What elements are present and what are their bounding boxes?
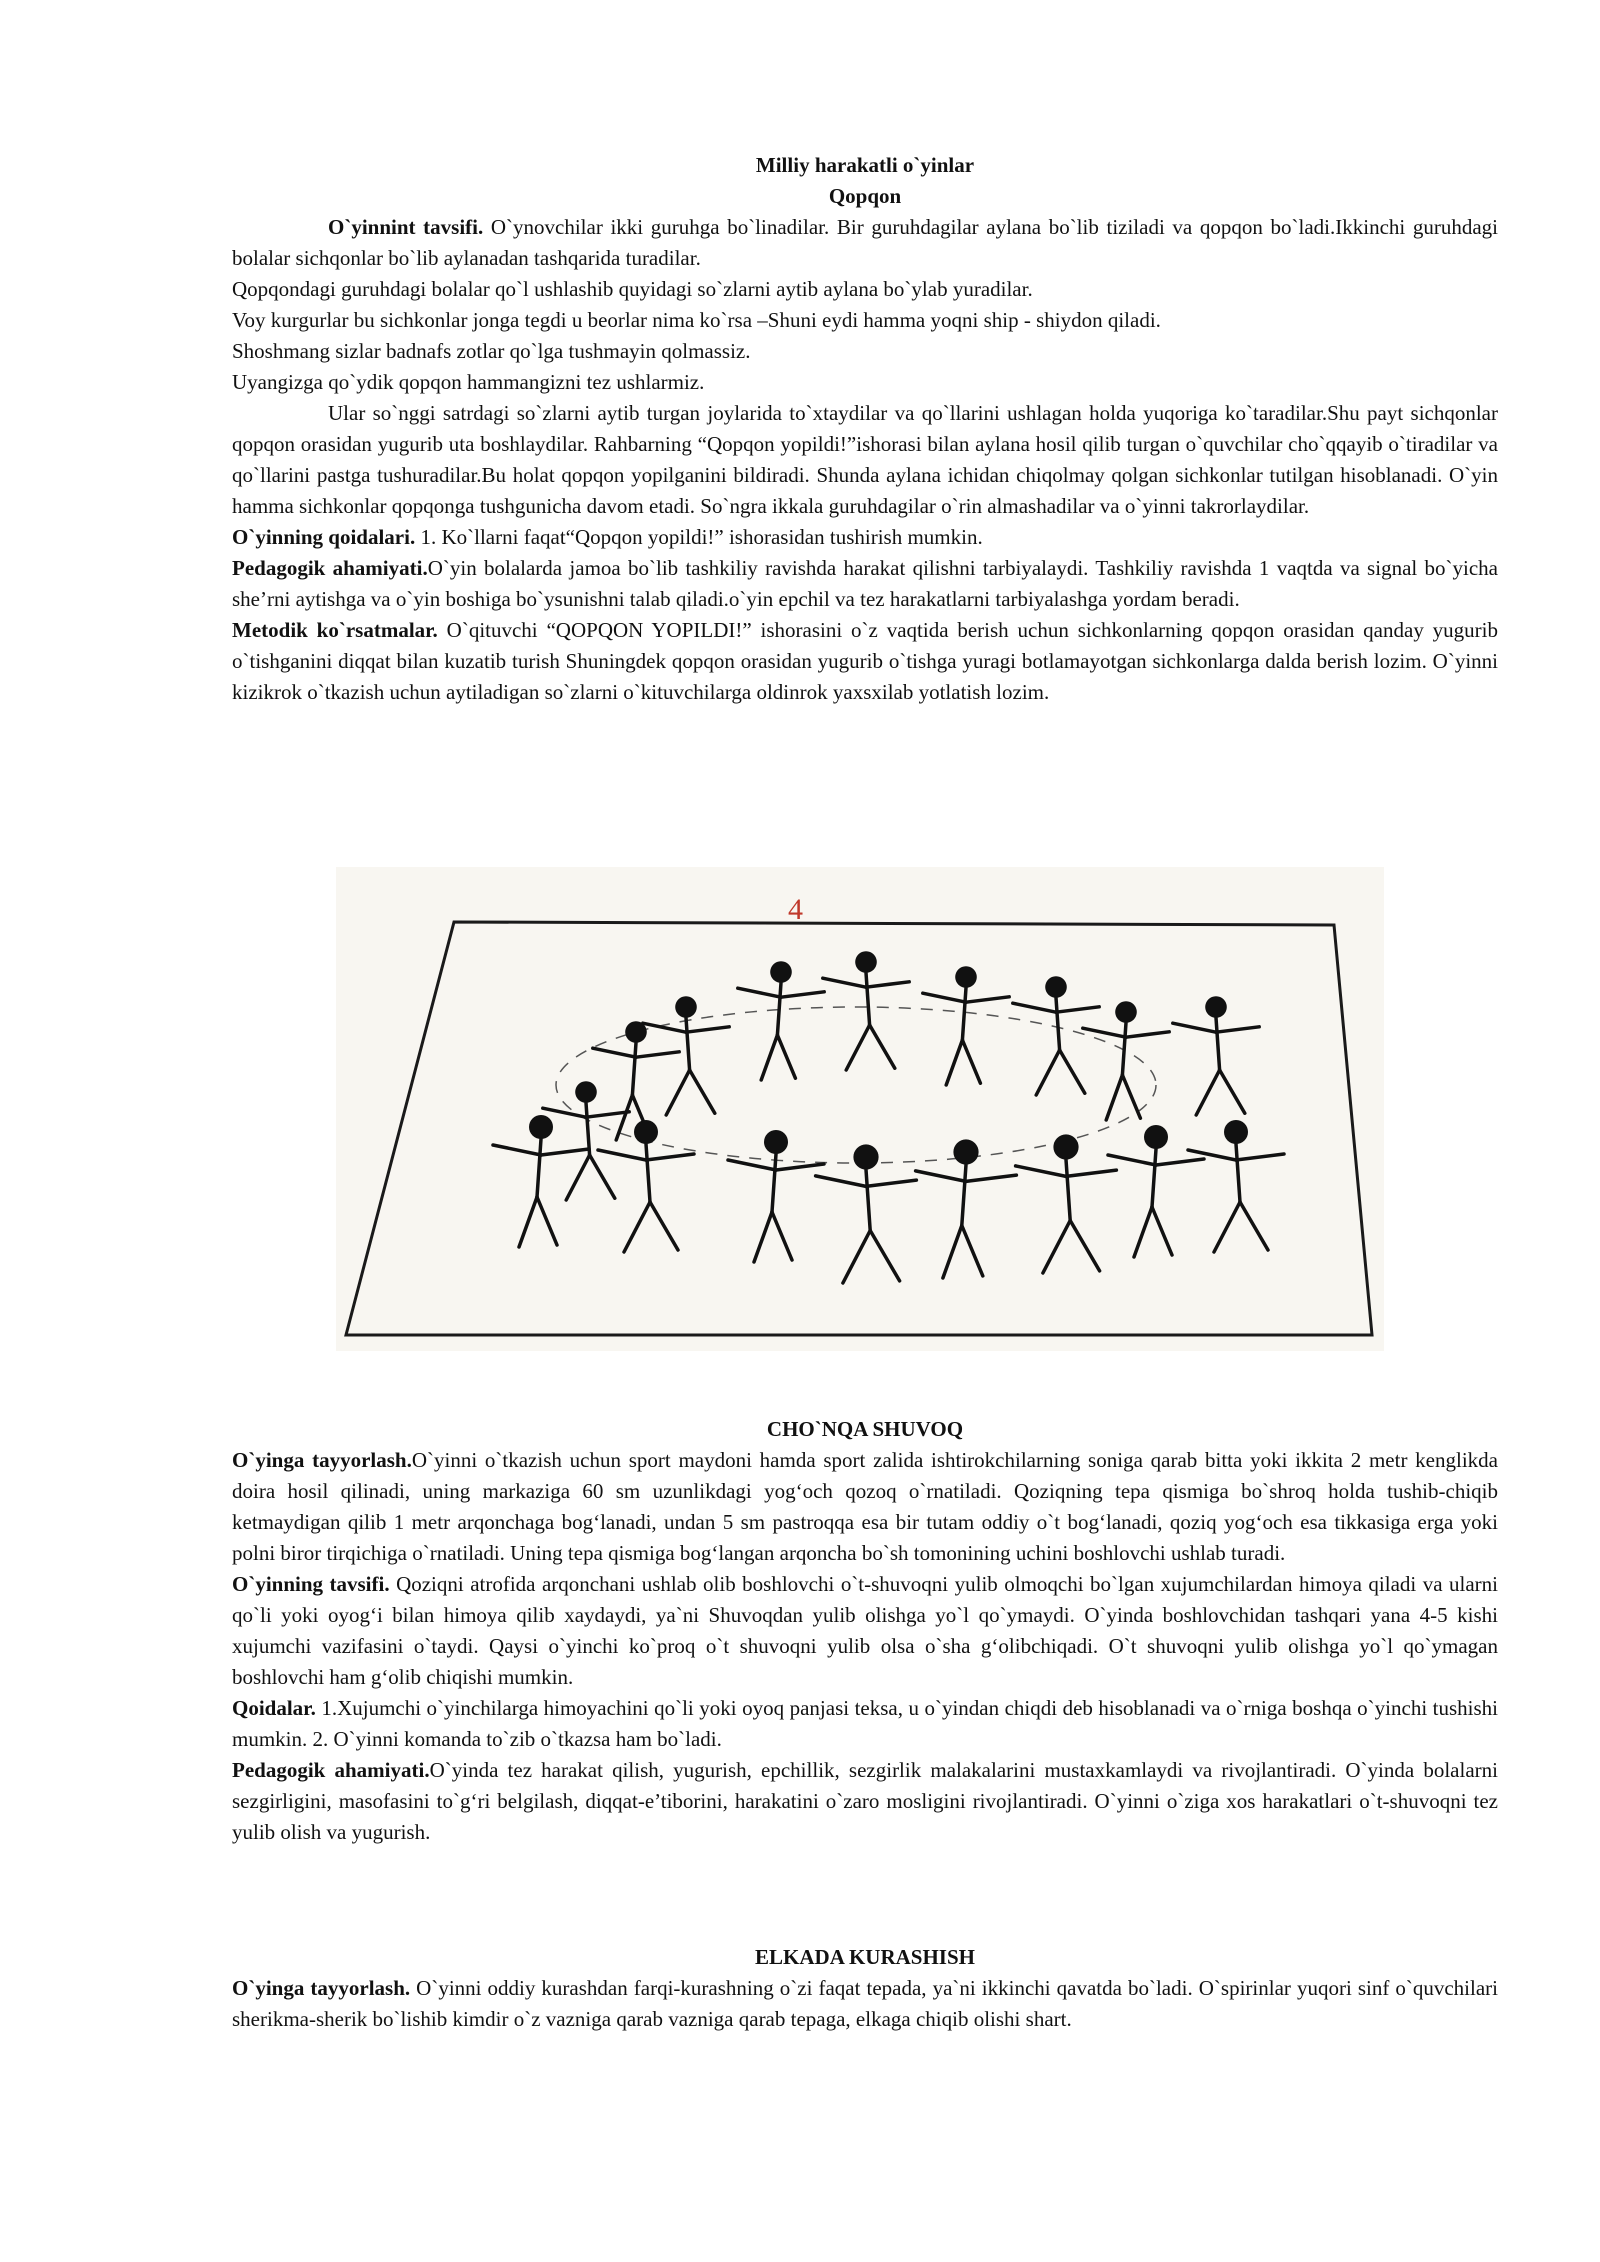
pedagogical-label: Pedagogik ahamiyati.	[232, 556, 428, 580]
stick-figure	[1083, 1001, 1169, 1120]
stick-figure	[816, 1144, 917, 1283]
rules-text: 1.Xujumchi o`yinchilarga himoyachini qo`li yoki oyoq panjasi teksa, u o`yindan chiqdi deb hisoblanadi va o`rniga boshqa o`yinchi tushishi mumkin. 2. O`yinni komanda to`zib o`tkazsa ham bo`ladi.	[232, 1696, 1498, 1751]
game-title-elkada-kurashish: ELKADA KURASHISH	[755, 1945, 975, 1969]
section-elkada-kurashish	[232, 1942, 1498, 2035]
rules-label: O`yinning qoidalari.	[232, 525, 416, 549]
verse-line-1: Qopqondagi guruhdagi bolalar qo`l ushlashib quyidagi so`zlarni aytib aylana bo`ylab yuradilar.	[232, 277, 1033, 301]
illustration-svg	[336, 867, 1384, 1351]
section-qopqon	[232, 150, 1498, 708]
verse-line-3: Shoshmang sizlar badnafs zotlar qo`lga tushmayin qolmassiz.	[232, 339, 751, 363]
stick-figure	[1173, 996, 1259, 1115]
chonqa-preparation	[232, 1445, 1498, 1569]
description-text: O`ynovchilar ikki guruhga bo`linadilar. Bir guruhdagilar aylana bo`lib tiziladi va qopqon bo`ladi.Ikkinchi guruhdagi bolalar sichqonlar bo`lib aylanadan tashqarida turadilar.	[232, 215, 1498, 270]
stick-figure	[1013, 976, 1099, 1095]
qopqon-pedagogical	[232, 553, 1498, 615]
pedagogical-label: Pedagogik ahamiyati.	[232, 1758, 430, 1782]
qopqon-methodical	[232, 615, 1498, 708]
verse-line-2: Voy kurgurlar bu sichkonlar jonga tegdi u beorlar nima ko`rsa –Shuni eydi hamma yoqni ship - shiydon qiladi.	[232, 308, 1161, 332]
pedagogical-text: O`yinda tez harakat qilish, yugurish, epchillik, sezgirlik malakalarini mustaxkamlaydi va rivojlantiradi. O`yinda bolalarni sezgirligini, masofasini to`g‘ri belgilash, diqqat-e’tiborini, harakatini o`zaro mosligini rivojlantiradi. O`yinni o`ziga xos harakatlari o`t-shuvoqni tez yulib olish va yugurish.	[232, 1758, 1498, 1844]
qopqon-illustration	[336, 867, 1384, 1351]
rules-text: 1. Ko`llarni faqat“Qopqon yopildi!” ishorasidan tushirish mumkin.	[415, 525, 983, 549]
section-chonqa-shuvoq	[232, 1414, 1498, 1848]
game-title-qopqon: Qopqon	[828, 184, 902, 208]
document-title: Milliy harakatli o`yinlar	[755, 153, 975, 177]
elkada-preparation	[232, 1973, 1498, 2035]
rules-label: Qoidalar.	[232, 1696, 316, 1720]
methodical-label: Metodik ko`rsatmalar.	[232, 618, 438, 642]
qopqon-description	[232, 212, 1498, 274]
verse-line-4: Uyangizga qo`ydik qopqon hammangizni tez ushlarmiz.	[232, 370, 705, 394]
game-title-chonqa-shuvoq: CHO`NQA SHUVOQ	[766, 1417, 964, 1441]
stick-figure	[1016, 1134, 1117, 1273]
figure-mark: 4	[788, 893, 803, 926]
stick-figure	[738, 961, 824, 1080]
stick-figure	[923, 966, 1009, 1085]
stick-figure	[1188, 1120, 1284, 1252]
qopqon-rules	[232, 522, 1498, 553]
stick-figure	[593, 1021, 679, 1140]
description-text: Qoziqni atrofida arqonchani ushlab olib boshlovchi o`t-shuvoqni yulib olmoqchi bo`lgan xujumchilardan himoya qiladi va ularni qo`li yoki oyog‘i bilan himoya qilib xaydaydi, ya`ni Shuvoqdan yulib olishga yo`l qo`ymaydi. O`yinda boshlovchidan tashqari yana 4-5 kishi xujumchi vazifasini o`taydi. Qaysi o`yinchi ko`proq o`t shuvoqni yulib olsa o`sha g‘olibchiqadi. O`t shuvoqni yulib olishga yo`l qo`ymagan boshlovchi ham g‘olib chiqishi mumkin.	[232, 1572, 1498, 1689]
stick-figure	[823, 951, 909, 1070]
chonqa-pedagogical	[232, 1755, 1498, 1848]
preparation-label: O`yinga tayyorlash.	[232, 1976, 411, 2000]
stick-figure	[598, 1120, 694, 1252]
methodical-text: O`qituvchi “QOPQON YOPILDI!” ishorasini o`z vaqtida berish uchun sichkonlarning qopqon orasidan qanday yugurib o`tishganini diqqat bilan kuzatib turish Shuningdek qopqon orasidan yugurib o`tishga yuragi botlamayotgan sichkonlarga dalda berish lozim. O`yinni kizikrok o`tkazish uchun aytiladigan so`zlarni o`kituvchilarga oldinrok yaxsxilab yotlatish lozim.	[232, 618, 1498, 704]
pedagogical-text: O`yin bolalarda jamoa bo`lib tashkiliy ravishda harakat qilishni tarbiyalaydi. Tashkiliy ravishda 1 vaqtda va signal bo`yicha she’rni aytishga va o`yin boshiga bo`ysunishni talab qiladi.o`yin epchil va tez harakatlarni tarbiyalashga yordam beradi.	[232, 556, 1498, 611]
qopqon-paragraph-2: Ular so`nggi satrdagi so`zlarni aytib turgan joylarida to`xtaydilar va qo`llarini ushlagan holda yuqoriga ko`taradilar.Shu payt sichqonlar qopqon orasidan yugurib uta boshlaydilar. Rahbarning “Qopqon yopildi!”ishorasi bilan aylana hosil qilib turgan o`quvchilar cho`qqayib o`tiradilar va qo`llarini pastga tushuradilar.Bu holat qopqon yopilganini bildiradi. Shunda aylana ichidan chiqolmay qolgan sichkonlar tutilgan hisoblanadi. O`yin hamma sichkonlar qopqonga tushgunicha davom etadi. So`ngra ikkala guruhdagilar o`rin almashadilar va o`yinni takrorlaydilar.	[232, 401, 1498, 518]
chonqa-rules	[232, 1693, 1498, 1755]
stick-figure	[1108, 1125, 1204, 1257]
chonqa-description	[232, 1569, 1498, 1693]
description-label: O`yinning tavsifi.	[232, 1572, 390, 1596]
description-label: O`yinnint tavsifi.	[328, 215, 484, 239]
preparation-text: O`yinni o`tkazish uchun sport maydoni hamda sport zalida ishtirokchilarning soniga qarab bitta yoki ikkita 2 metr kenglikda doira hosil qilinadi, uning markaziga 60 sm uzunlikdagi yog‘och qozoq o`rnatiladi. Qoziqning tepa qismiga bo`shroq holda tushib-chiqib ketmaydigan qilib 1 metr arqonchaga bog‘lanadi, undan 5 sm pastroqqa esa bir tutam oddiy o`t bog‘lanadi, qoziq yog‘och esa tikkasiga erga yoki polni biror tirqichiga o`rnatiladi. Uning tepa qismiga bog‘langan arqoncha bo`sh tomonining uchini boshlovchi ushlab turadi.	[232, 1448, 1498, 1565]
stick-figure	[728, 1130, 824, 1262]
preparation-text: O`yinni oddiy kurashdan farqi-kurashning o`zi faqat tepada, ya`ni ikkinchi qavatda bo`ladi. O`spirinlar yuqori sinf o`quvchilari sherikma-sherik bo`lishib kimdir o`z vazniga qarab vazniga qarab tepaga, elkaga chiqib olishi shart.	[232, 1976, 1498, 2031]
preparation-label: O`yinga tayyorlash.	[232, 1448, 412, 1472]
